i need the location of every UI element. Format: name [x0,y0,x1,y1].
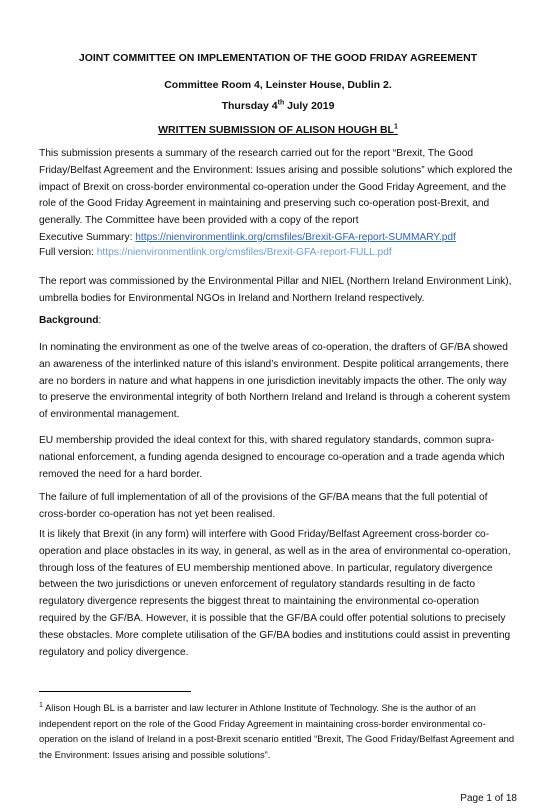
executive-summary-label: Executive Summary: [39,232,136,243]
background-paragraph-4: It is likely that Brexit (in any form) will interfere with Good Friday/Belfast Agreement cross-border co-operation and place obstacles in its way, in general, as well as in the area of environmental co-operation, through loss of the features of EU membership mentioned above. In particular, regulatory divergence between the two jurisdictions or uneven enforcement of regulatory standards resulting in de facto regulatory divergence represents the biggest threat to maintaining the environmental co-operation required by the GF/BA. However, it is possible that the GF/BA could offer potential solutions to precisely these obstacles. More complete utilisation of the GF/BA bodies and institutions could assist in preventing regulatory and policy divergence. [39,529,511,658]
background-heading [39,313,517,330]
full-version-label: Full version: [39,247,97,258]
date-line [39,100,517,112]
date-prefix: Thursday 4 [221,100,278,112]
footnote-ref: 1 [393,123,398,131]
venue-line: Committee Room 4, Leinster House, Dublin 2. [164,79,392,91]
intro-paragraph: This submission presents a summary of the research carried out for the report “Brexit, The Good Friday/Belfast Agreement and the Environment: Issues arising and possible solutions” which explored the impact of Brexit on cross-border environmental co-operation under the Good Friday Agreement, and the role of the Good Friday Agreement in maintaining and preserving such co-operation post-Brexit, and generally. The Committee have been provided with a copy of the report [39,148,513,227]
background-label: Background [39,315,99,326]
background-paragraph-3: The failure of full implementation of all of the provisions of the GF/BA means that the full potential of cross-border co-operation has not yet been realised. [39,492,488,520]
date-ordinal: th [277,99,285,107]
report-links [39,230,517,260]
full-version-link[interactable]: https://nienvironmentlink.org/cmsfiles/Brexit-GFA-report-FULL.pdf [96,247,392,258]
background-paragraph-1: In nominating the environment as one of the twelve areas of co-operation, the drafters of GF/BA showed an awareness of the interlinked nature of this island’s environment. Despite political arrangements, there are no borders in nature and what happens in one jurisdiction inevitably impacts the other. The only way to preserve the environmental integrity of both Northern Ireland and Ireland is through a coherent system of environmental management. [39,342,511,421]
footnote [39,700,517,762]
footnote-text: Alison Hough BL is a barrister and law lecturer in Athlone Institute of Technology. She is the author of an independent report on the role of the Good Friday Agreement in maintaining cross-border environmental co-operation on the island of Ireland in a post-Brexit scenario entitled “Brexit, The Good Friday/Belfast Agreement and the Environment: Issues arising and possible solutions”. [39,702,515,760]
full-version-line [39,245,517,260]
executive-summary-link[interactable]: https://nienvironmentlink.org/cmsfiles/Brexit-GFA-report-SUMMARY.pdf [135,232,456,243]
submission-title-text: WRITTEN SUBMISSION OF ALISON HOUGH BL [158,124,394,136]
submission-title [39,124,517,136]
background-colon: : [98,315,102,326]
page-number: Page 1 of 18 [460,793,517,804]
background-paragraph-2: EU membership provided the ideal context for this, with shared regulatory standards, common supra-national enforcement, a funding agenda designed to encourage co-operation and a trade agenda which removed the need for a hard border. [39,435,505,480]
footnote-marker: 1 [39,701,43,709]
committee-title: JOINT COMMITTEE ON IMPLEMENTATION OF THE GOOD FRIDAY AGREEMENT [78,52,478,64]
commission-paragraph: The report was commissioned by the Environmental Pillar and NIEL (Northern Ireland Environment Link), umbrella bodies for Environmental NGOs in Ireland and Northern Ireland respectively. [39,276,512,304]
date-suffix: July 2019 [284,100,335,112]
executive-summary-line [39,230,517,245]
footnote-divider [39,691,191,692]
